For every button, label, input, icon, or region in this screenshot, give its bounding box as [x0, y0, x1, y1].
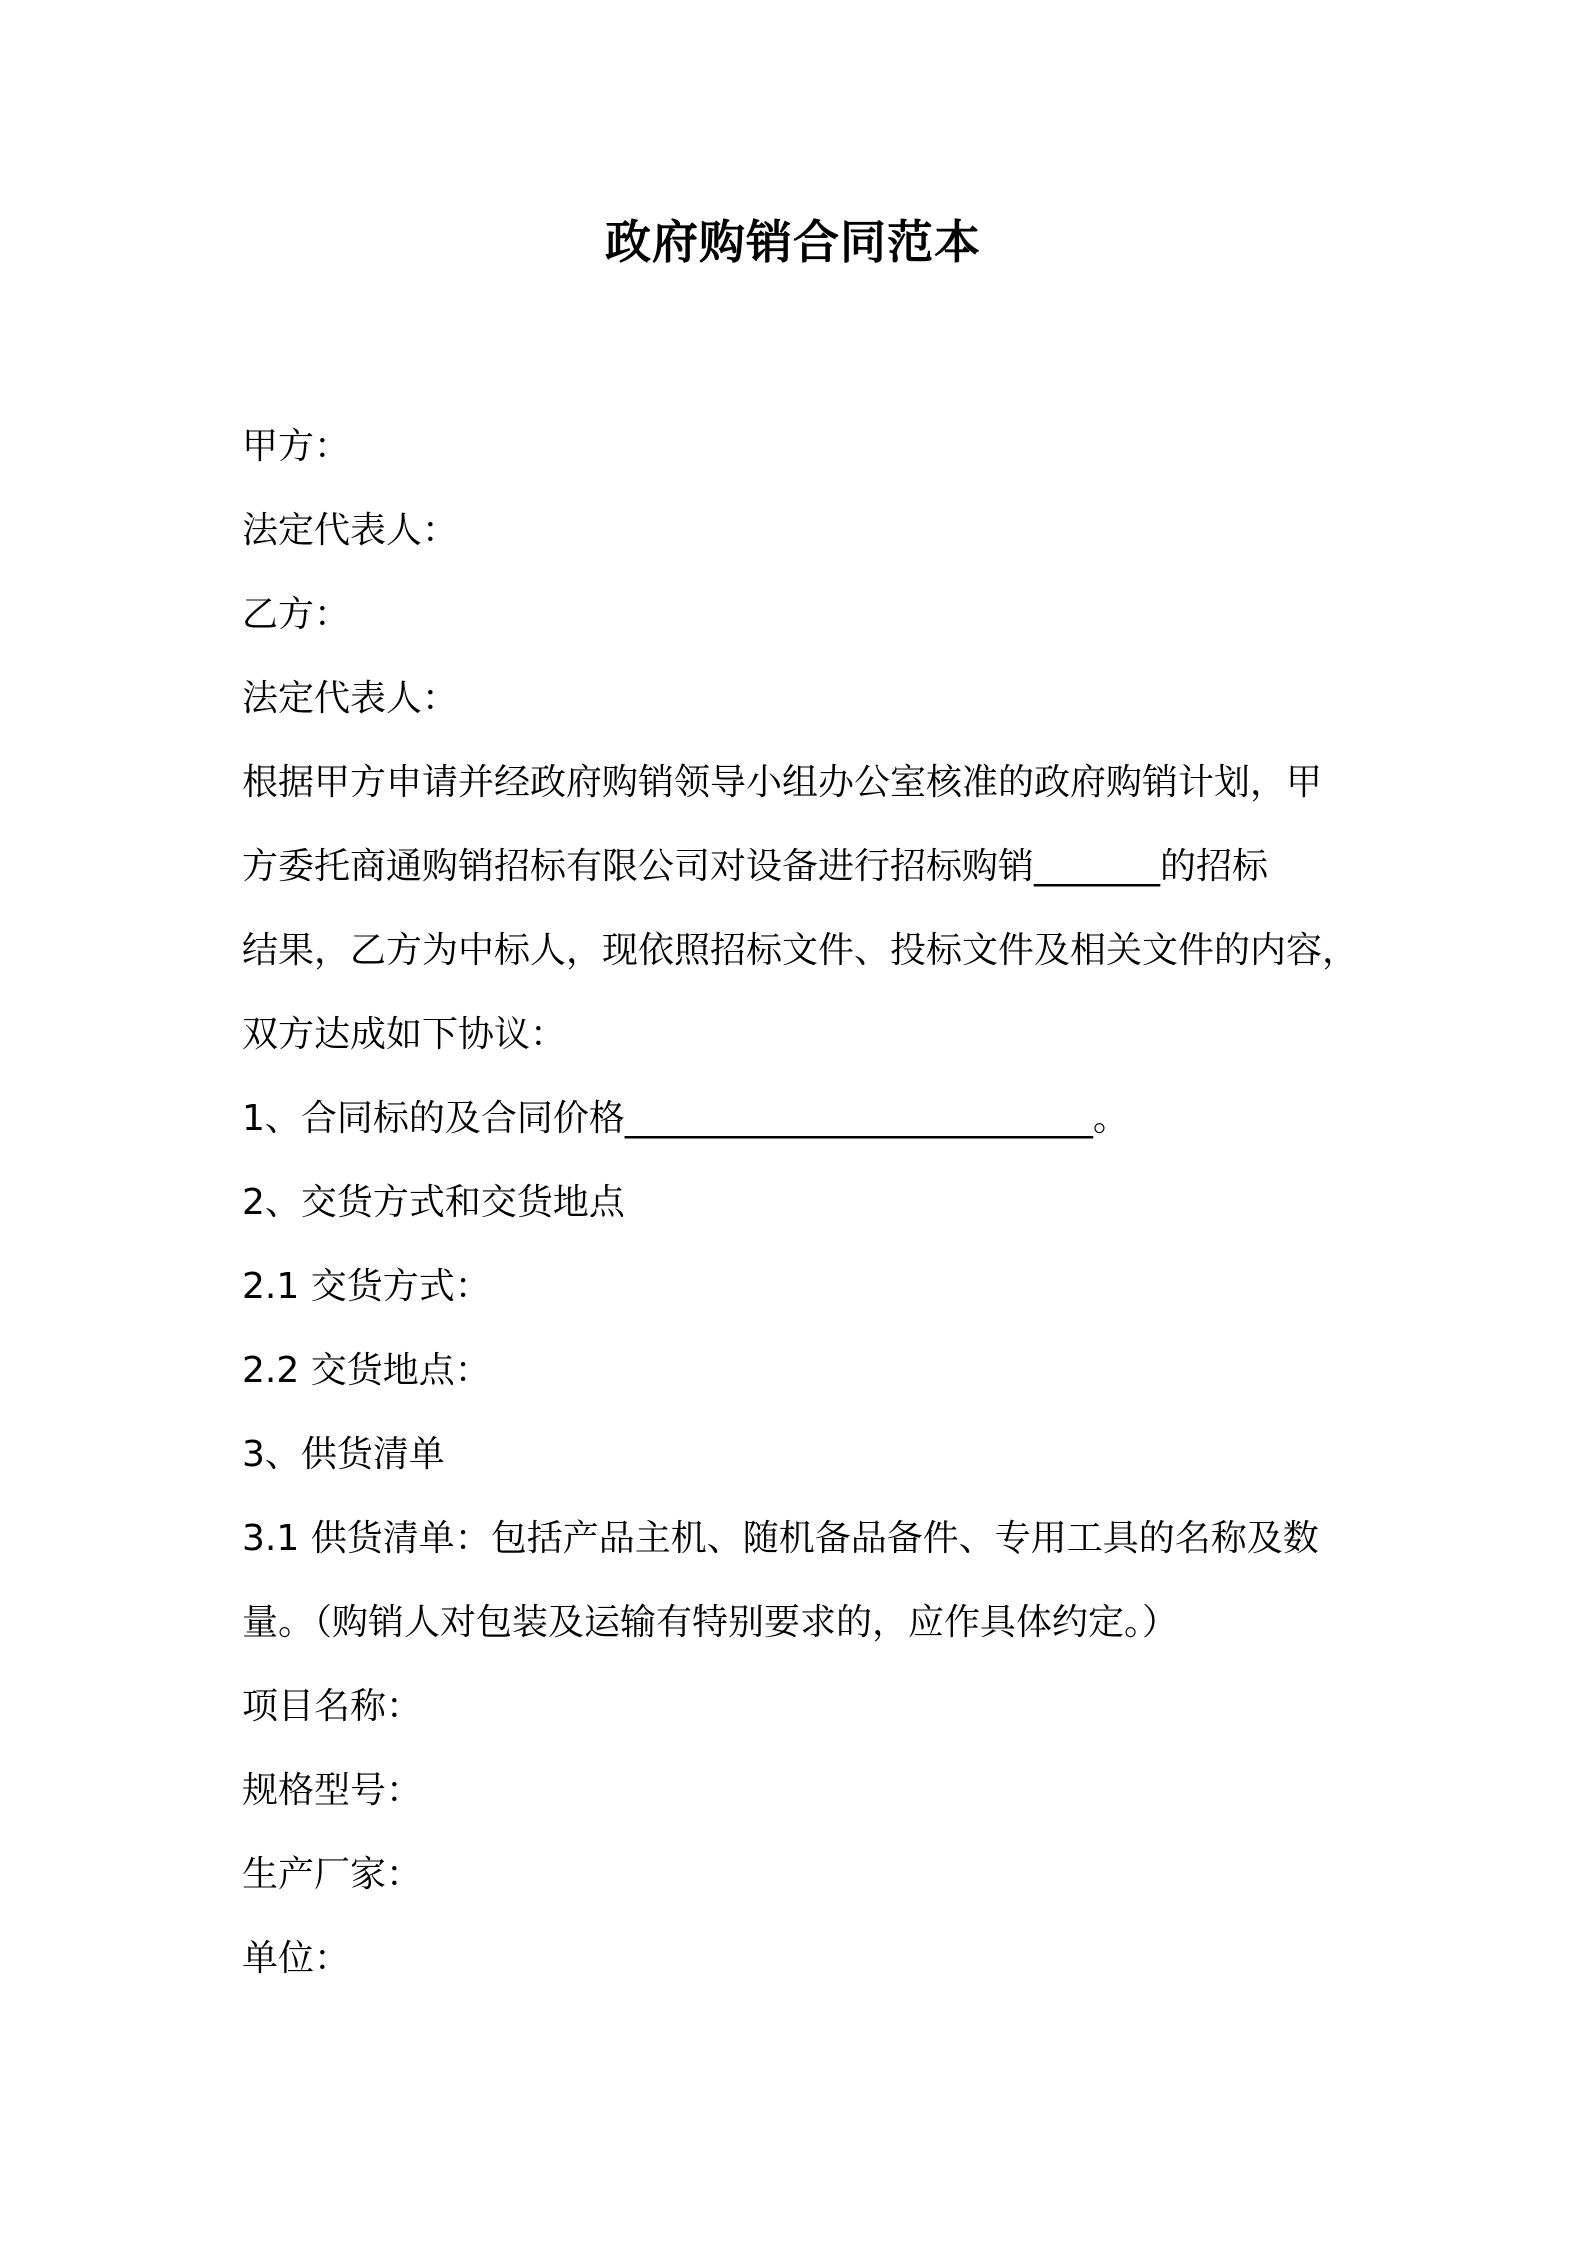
document-body	[242, 405, 1362, 2001]
document-title: 政府购销合同范本	[605, 215, 981, 269]
clause-1-line: 1、合同标的及合同价格__________________________。	[242, 1098, 1129, 1139]
clause-2-2-line: 2.2 交货地点：	[242, 1350, 491, 1391]
preamble-line-4: 双方达成如下协议：	[242, 1014, 567, 1055]
clause-3-1-line-1: 3.1 供货清单：包括产品主机、随机备品备件、专用工具的名称及数	[242, 1518, 1319, 1559]
party-b-line: 乙方：	[242, 594, 351, 635]
preamble-line-1: 根据甲方申请并经政府购销领导小组办公室核准的政府购销计划，甲	[242, 762, 1323, 803]
clause-2-heading: 2、交货方式和交货地点	[242, 1182, 625, 1223]
party-a-legal-representative-line: 法定代表人：	[242, 510, 459, 551]
specification-model-line: 规格型号：	[242, 1770, 423, 1811]
party-a-line: 甲方：	[242, 426, 351, 467]
clause-2-1-line: 2.1 交货方式：	[242, 1266, 491, 1307]
clause-3-1-line-2: 量。（购销人对包装及运输有特别要求的，应作具体约定。）	[242, 1602, 1179, 1643]
clause-3-heading: 3、供货清单	[242, 1434, 445, 1475]
preamble-line-3: 结果，乙方为中标人，现依照招标文件、投标文件及相关文件的内容，	[242, 930, 1359, 971]
preamble-line-2: 方委托商通购销招标有限公司对设备进行招标购销_______的招标	[242, 846, 1269, 887]
unit-line: 单位：	[242, 1938, 351, 1979]
manufacturer-line: 生产厂家：	[242, 1854, 423, 1895]
party-b-legal-representative-line: 法定代表人：	[242, 678, 459, 719]
project-name-line: 项目名称：	[242, 1686, 423, 1727]
